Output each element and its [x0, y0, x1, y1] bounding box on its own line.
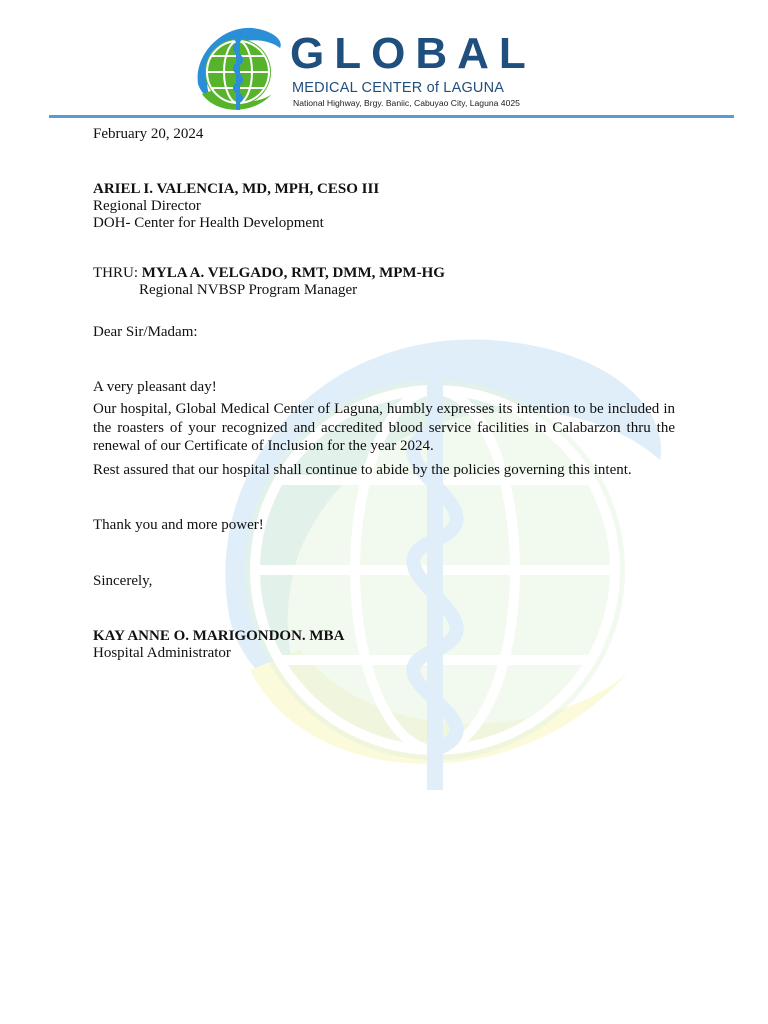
recipient-name: ARIEL I. VALENCIA, MD, MPH, CESO III [93, 181, 380, 197]
brand-address: National Highway, Brgy. Baniic, Cabuyao City, Laguna 4025 [293, 98, 520, 108]
globe-caduceus-icon [192, 24, 284, 114]
brand-subtitle: MEDICAL CENTER of LAGUNA [292, 80, 505, 96]
letter-date: February 20, 2024 [93, 126, 204, 142]
body-paragraph-1: Our hospital, Global Medical Center of Laguna, humbly expresses its intention to be included in the roasters of your recognized and accredited blood service facilities in Calabarzon thru the renewal of our Certificate of Inclusion for the year 2024. [93, 401, 675, 454]
recipient-title: Regional Director [93, 198, 201, 214]
greeting: A very pleasant day! [93, 379, 217, 395]
letterhead [0, 0, 768, 118]
signatory-name: KAY ANNE O. MARIGONDON. MBA [93, 627, 345, 644]
thru-prefix: THRU: [93, 265, 138, 281]
thru-name: MYLA A. VELGADO, RMT, DMM, MPM-HG [141, 265, 445, 281]
signatory-title: Hospital Administrator [93, 644, 231, 661]
closing: Sincerely, [93, 572, 153, 589]
letter-body [93, 126, 675, 662]
thanks-line: Thank you and more power! [93, 516, 264, 533]
header-divider [49, 115, 734, 118]
recipient-office: DOH- Center for Health Development [93, 215, 324, 231]
brand-name: GLOBAL [290, 29, 536, 78]
salutation: Dear Sir/Madam: [93, 324, 198, 340]
body-paragraph-2: Rest assured that our hospital shall continue to abide by the policies governing this intent. [93, 461, 632, 478]
thru-title: Regional NVBSP Program Manager [139, 282, 358, 298]
thru-line [93, 265, 675, 282]
